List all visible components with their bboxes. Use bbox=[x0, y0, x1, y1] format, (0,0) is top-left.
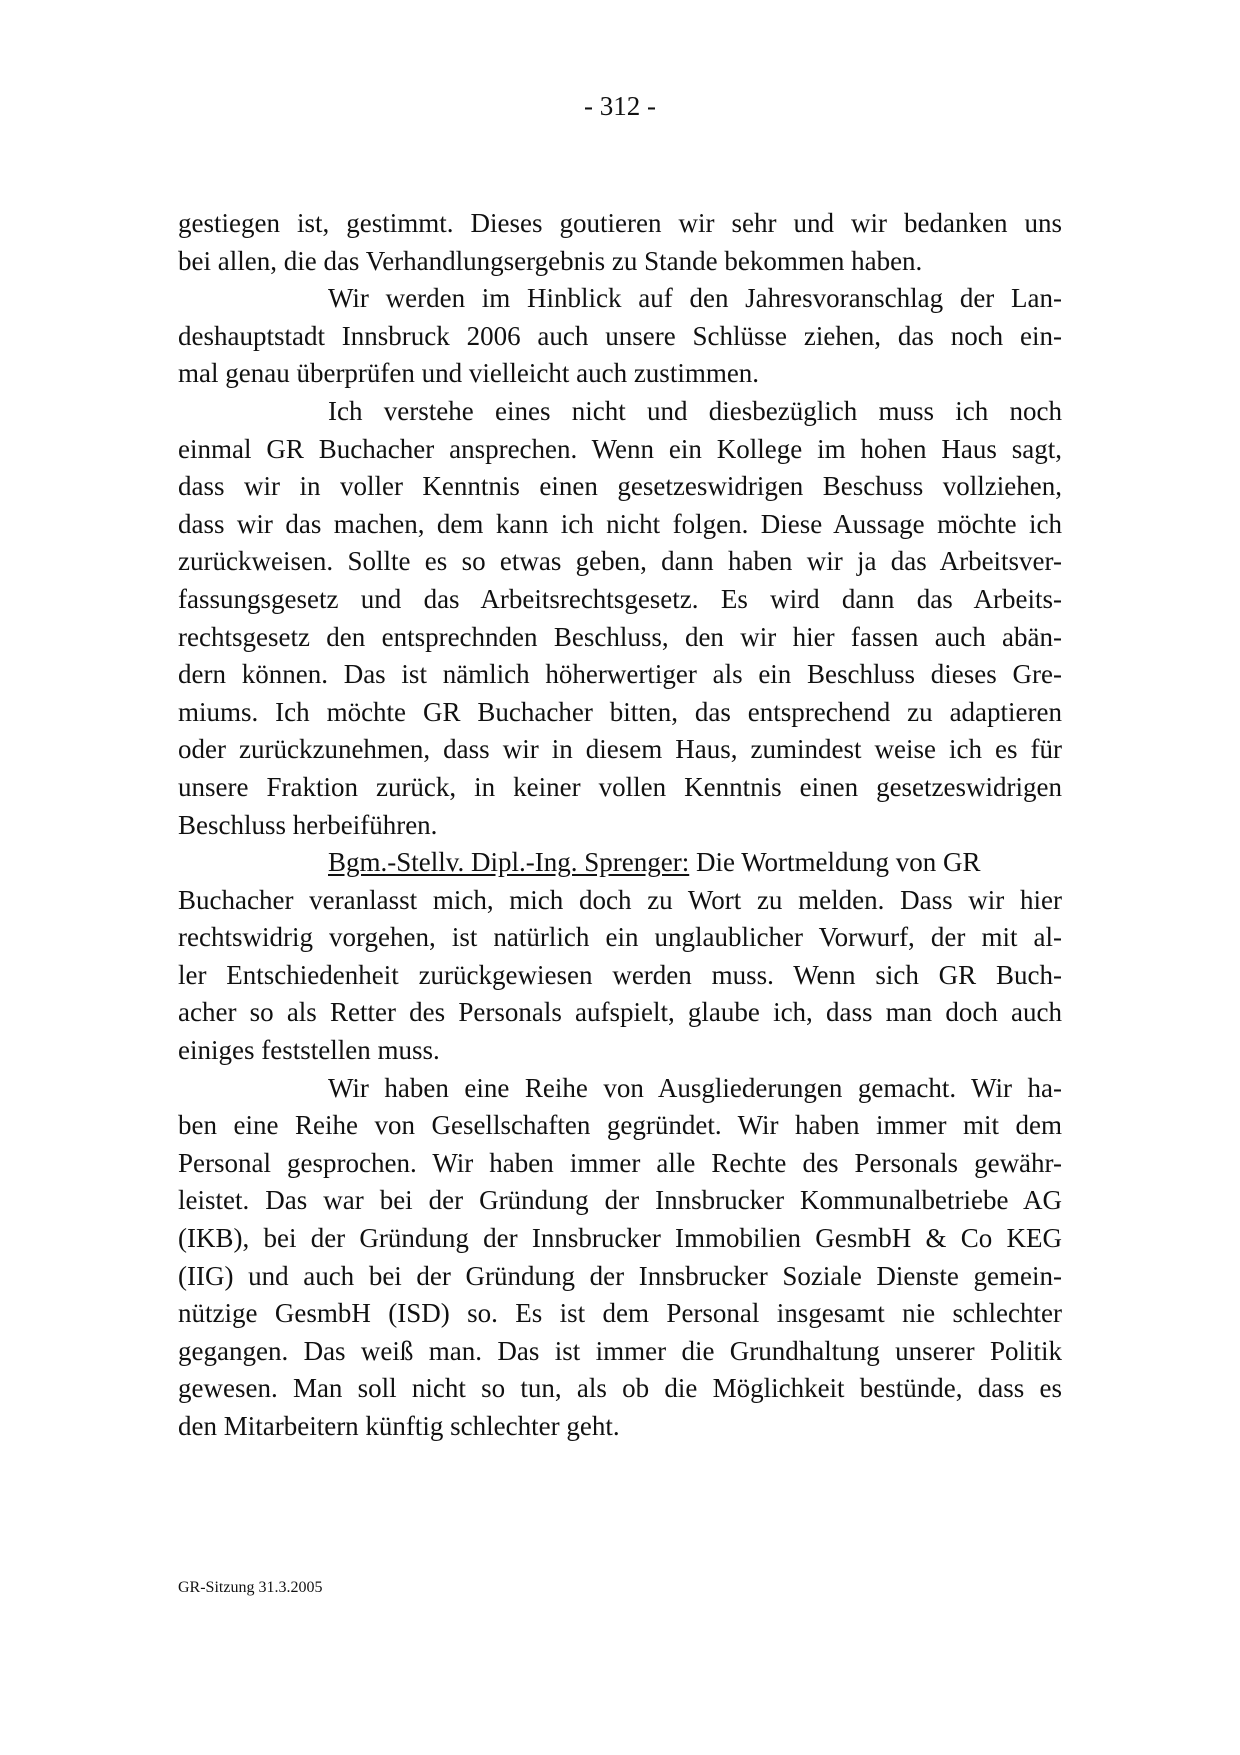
text-line: dass wir in voller Kenntnis einen gesetzeswidrigen Beschuss vollziehen, bbox=[178, 471, 1062, 502]
speaker-line bbox=[178, 844, 1062, 882]
text-line: zurückweisen. Sollte es so etwas geben, dann haben wir ja das Arbeitsver- bbox=[178, 546, 1062, 577]
text-line: den Mitarbeitern künftig schlechter geht. bbox=[178, 1411, 620, 1441]
text-line: Ich verstehe eines nicht und diesbezüglich muss ich noch bbox=[328, 395, 1062, 426]
text-line: bei allen, die das Verhandlungsergebnis zu Stande bekommen haben. bbox=[178, 245, 923, 276]
speaker-line-text: Die Wortmeldung von GR bbox=[689, 847, 981, 878]
text-line: rechtsgesetz den entsprechnden Beschluss, den wir hier fassen auch abän- bbox=[178, 621, 1062, 652]
text-line: gestiegen ist, gestimmt. Dieses goutieren wir sehr und wir bedanken uns bbox=[178, 208, 1062, 238]
text-line: Buchacher veranlasst mich, mich doch zu Wort zu melden. Dass wir hier bbox=[178, 884, 1062, 915]
text-line: acher so als Retter des Personals aufspielt, glaube ich, dass man doch auch bbox=[178, 997, 1062, 1028]
text-line: rechtswidrig vorgehen, ist natürlich ein unglaublicher Vorwurf, der mit al- bbox=[178, 922, 1062, 953]
footer-session-date: GR-Sitzung 31.3.2005 bbox=[178, 1579, 323, 1596]
text-line: einmal GR Buchacher ansprechen. Wenn ein Kollege im hohen Haus sagt, bbox=[178, 433, 1062, 464]
text-line: (IIG) und auch bei der Gründung der Innsbrucker Soziale Dienste gemein- bbox=[178, 1260, 1062, 1291]
text-line: gegangen. Das weiß man. Das ist immer die Grundhaltung unserer Politik bbox=[178, 1335, 1062, 1366]
text-line: leistet. Das war bei der Gründung der Innsbrucker Kommunalbetriebe AG bbox=[178, 1185, 1062, 1216]
text-line: oder zurückzunehmen, dass wir in diesem Haus, zumindest weise ich es für bbox=[178, 734, 1062, 765]
text-line: ben eine Reihe von Gesellschaften gegründet. Wir haben immer mit dem bbox=[178, 1110, 1062, 1141]
speaker-name: Bgm.-Stellv. Dipl.-Ing. Sprenger: bbox=[328, 847, 690, 878]
text-line: einiges feststellen muss. bbox=[178, 1035, 440, 1066]
transcript-body bbox=[178, 205, 1062, 1446]
text-line: nützige GesmbH (ISD) so. Es ist dem Personal insgesamt nie schlechter bbox=[178, 1298, 1062, 1329]
text-line: ler Entschiedenheit zurückgewiesen werden muss. Wenn sich GR Buch- bbox=[178, 959, 1062, 990]
text-line: unsere Fraktion zurück, in keiner vollen Kenntnis einen gesetzeswidrigen bbox=[178, 771, 1062, 802]
text-line: Wir haben eine Reihe von Ausgliederungen gemacht. Wir ha- bbox=[328, 1072, 1062, 1103]
text-line: Wir werden im Hinblick auf den Jahresvoranschlag der Lan- bbox=[328, 283, 1062, 314]
text-line: dass wir das machen, dem kann ich nicht folgen. Diese Aussage möchte ich bbox=[178, 508, 1062, 539]
text-line: mal genau überprüfen und vielleicht auch zustimmen. bbox=[178, 358, 760, 389]
text-line: gewesen. Man soll nicht so tun, als ob die Möglichkeit bestünde, dass es bbox=[178, 1373, 1062, 1404]
text-line: deshauptstadt Innsbruck 2006 auch unsere Schlüsse ziehen, das noch ein- bbox=[178, 320, 1062, 351]
text-line: (IKB), bei der Gründung der Innsbrucker Immobilien GesmbH & Co KEG bbox=[178, 1223, 1062, 1254]
text-line: miums. Ich möchte GR Buchacher bitten, das entsprechend zu adaptieren bbox=[178, 696, 1062, 727]
text-line: Beschluss herbeiführen. bbox=[178, 809, 438, 840]
text-line: fassungsgesetz und das Arbeitsrechtsgesetz. Es wird dann das Arbeits- bbox=[178, 583, 1062, 614]
text-line: dern können. Das ist nämlich höherwertiger als ein Beschluss dieses Gre- bbox=[178, 659, 1062, 690]
text-line: Personal gesprochen. Wir haben immer alle Rechte des Personals gewähr- bbox=[178, 1147, 1062, 1178]
page-number: - 312 - bbox=[584, 91, 656, 121]
